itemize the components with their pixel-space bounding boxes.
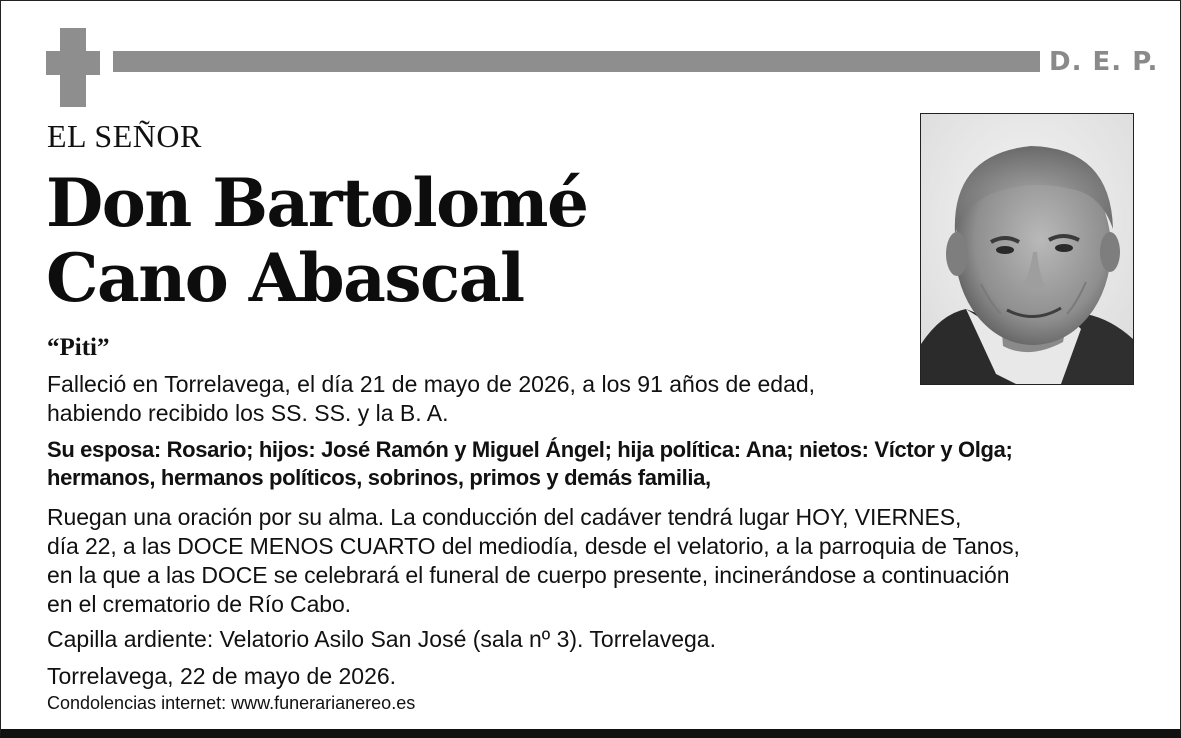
service-paragraph: [47, 503, 1020, 619]
portrait-photo: [920, 113, 1134, 385]
header-rule: [113, 51, 1040, 72]
nickname: “Piti”: [47, 334, 110, 361]
death-line: habiendo recibido los SS. SS. y la B. A.: [47, 400, 449, 426]
condolences-link[interactable]: Condolencias internet: www.funerarianereo.es: [47, 693, 416, 713]
service-line: en la que a las DOCE se celebrará el funeral de cuerpo presente, incinerándose a continuación: [47, 562, 1010, 588]
service-line: Ruegan una oración por su alma. La conducción del cadáver tendrá lugar HOY, VIERNES,: [47, 504, 962, 530]
honorific-title: EL SEÑOR: [47, 118, 202, 154]
chapel-info: Capilla ardiente: Velatorio Asilo San José (sala nº 3). Torrelavega.: [47, 626, 716, 652]
deceased-name-line2: Cano Abascal: [46, 239, 524, 317]
family-line: hermanos, hermanos políticos, sobrinos, primos y demás familia,: [47, 465, 711, 490]
family-line: Su esposa: Rosario; hijos: José Ramón y Miguel Ángel; hija política: Ana; nietos: Víctor y Olga;: [47, 437, 1013, 462]
deceased-name-line1: Don Bartolomé: [46, 164, 588, 242]
family-paragraph: [47, 436, 1013, 492]
service-line: en el crematorio de Río Cabo.: [47, 591, 351, 617]
place-date: Torrelavega, 22 de mayo de 2026.: [47, 663, 397, 689]
death-line: Falleció en Torrelavega, el día 21 de mayo de 2026, a los 91 años de edad,: [47, 371, 816, 397]
service-line: día 22, a las DOCE MENOS CUARTO del mediodía, desde el velatorio, a la parroquia de Tanos,: [47, 533, 1020, 559]
death-paragraph: [47, 370, 815, 428]
dep-badge: D. E. P.: [1049, 47, 1159, 77]
